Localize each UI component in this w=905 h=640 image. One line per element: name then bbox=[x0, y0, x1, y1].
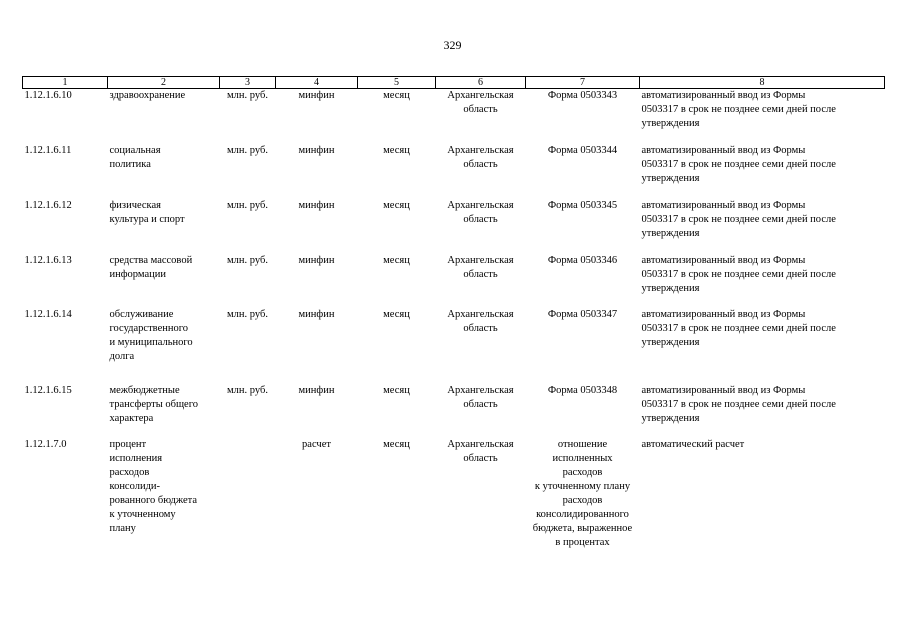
page-number: 329 bbox=[443, 38, 462, 52]
data-source: минфин bbox=[298, 308, 335, 320]
region: Архангельская область bbox=[447, 384, 514, 410]
periodicity: месяц bbox=[383, 144, 410, 156]
indicator-code: 1.12.1.6.14 bbox=[24, 308, 72, 320]
unit bbox=[220, 438, 276, 558]
report-form: Форма 0503348 bbox=[547, 384, 618, 396]
table-row bbox=[23, 89, 885, 144]
data-source: минфин bbox=[298, 90, 335, 101]
column-number: 4 bbox=[276, 77, 358, 89]
indicator-code: 1.12.1.6.15 bbox=[24, 384, 72, 396]
table-row bbox=[23, 199, 885, 254]
periodicity: месяц bbox=[383, 308, 410, 320]
region: Архангельская область bbox=[447, 90, 514, 115]
table-row bbox=[23, 438, 885, 558]
indicator-name: здравоохранение bbox=[109, 90, 186, 101]
column-number: 5 bbox=[358, 77, 436, 89]
report-form: отношение исполненных расходов к уточненному плану расходов консолидированного бюджета, выраженное в процентах bbox=[532, 438, 633, 548]
report-form: Форма 0503346 bbox=[547, 254, 618, 266]
periodicity: месяц bbox=[383, 438, 410, 450]
report-form: Форма 0503345 bbox=[547, 199, 618, 211]
report-form: Форма 0503344 bbox=[547, 144, 618, 156]
periodicity: месяц bbox=[383, 90, 410, 101]
column-number: 7 bbox=[526, 77, 640, 89]
indicator-code: 1.12.1.6.10 bbox=[24, 90, 72, 101]
indicator-name: социальная политика bbox=[109, 144, 161, 170]
input-method: автоматизированный ввод из Формы 0503317 в срок не позднее семи дней после утверждения bbox=[641, 199, 836, 239]
data-source: минфин bbox=[298, 254, 335, 266]
column-number: 1 bbox=[23, 77, 108, 89]
unit: млн. руб. bbox=[227, 254, 268, 266]
indicator-code: 1.12.1.6.11 bbox=[24, 144, 72, 156]
periodicity: месяц bbox=[383, 199, 410, 211]
unit: млн. руб. bbox=[227, 384, 268, 396]
region: Архангельская область bbox=[447, 144, 514, 170]
region: Архангельская область bbox=[447, 308, 514, 334]
column-number-row bbox=[23, 77, 885, 89]
unit: млн. руб. bbox=[227, 90, 268, 101]
input-method: автоматизированный ввод из Формы 0503317 в срок не позднее семи дней после утверждения bbox=[641, 144, 836, 184]
table-row bbox=[23, 384, 885, 438]
indicator-code: 1.12.1.6.13 bbox=[24, 254, 72, 266]
table-row bbox=[23, 254, 885, 308]
indicator-code: 1.12.1.6.12 bbox=[24, 199, 72, 211]
indicators-table bbox=[22, 76, 885, 558]
indicator-code: 1.12.1.7.0 bbox=[24, 438, 67, 450]
table-row bbox=[23, 308, 885, 384]
region: Архангельская область bbox=[447, 199, 514, 225]
unit: млн. руб. bbox=[227, 144, 268, 156]
periodicity: месяц bbox=[383, 254, 410, 266]
column-number: 8 bbox=[640, 77, 885, 89]
input-method: автоматизированный ввод из Формы 0503317 в срок не позднее семи дней после утверждения bbox=[641, 90, 836, 129]
column-number: 2 bbox=[108, 77, 220, 89]
unit: млн. руб. bbox=[227, 199, 268, 211]
input-method: автоматический расчет bbox=[641, 438, 745, 450]
periodicity: месяц bbox=[383, 384, 410, 396]
indicator-name: межбюджетные трансферты общего характера bbox=[109, 384, 199, 424]
data-source: минфин bbox=[298, 144, 335, 156]
report-form: Форма 0503343 bbox=[547, 90, 618, 101]
column-number: 3 bbox=[220, 77, 276, 89]
data-source: расчет bbox=[302, 438, 331, 450]
indicator-name: физическая культура и спорт bbox=[109, 199, 185, 225]
table-row bbox=[23, 144, 885, 199]
indicator-name: обслуживание государственного и муниципального долга bbox=[109, 308, 193, 362]
region: Архангельская область bbox=[447, 438, 514, 464]
report-form: Форма 0503347 bbox=[547, 308, 618, 320]
indicator-name: средства массовой информации bbox=[109, 254, 193, 280]
data-source: минфин bbox=[298, 199, 335, 211]
input-method: автоматизированный ввод из Формы 0503317 в срок не позднее семи дней после утверждения bbox=[641, 308, 836, 348]
region: Архангельская область bbox=[447, 254, 514, 280]
input-method: автоматизированный ввод из Формы 0503317 в срок не позднее семи дней после утверждения bbox=[641, 384, 836, 424]
input-method: автоматизированный ввод из Формы 0503317 в срок не позднее семи дней после утверждения bbox=[641, 254, 836, 294]
data-source: минфин bbox=[298, 384, 335, 396]
unit: млн. руб. bbox=[227, 308, 268, 320]
indicator-name: процент исполнения расходов консолиди- рованного бюджета к уточненному плану bbox=[109, 438, 198, 534]
column-number: 6 bbox=[436, 77, 526, 89]
